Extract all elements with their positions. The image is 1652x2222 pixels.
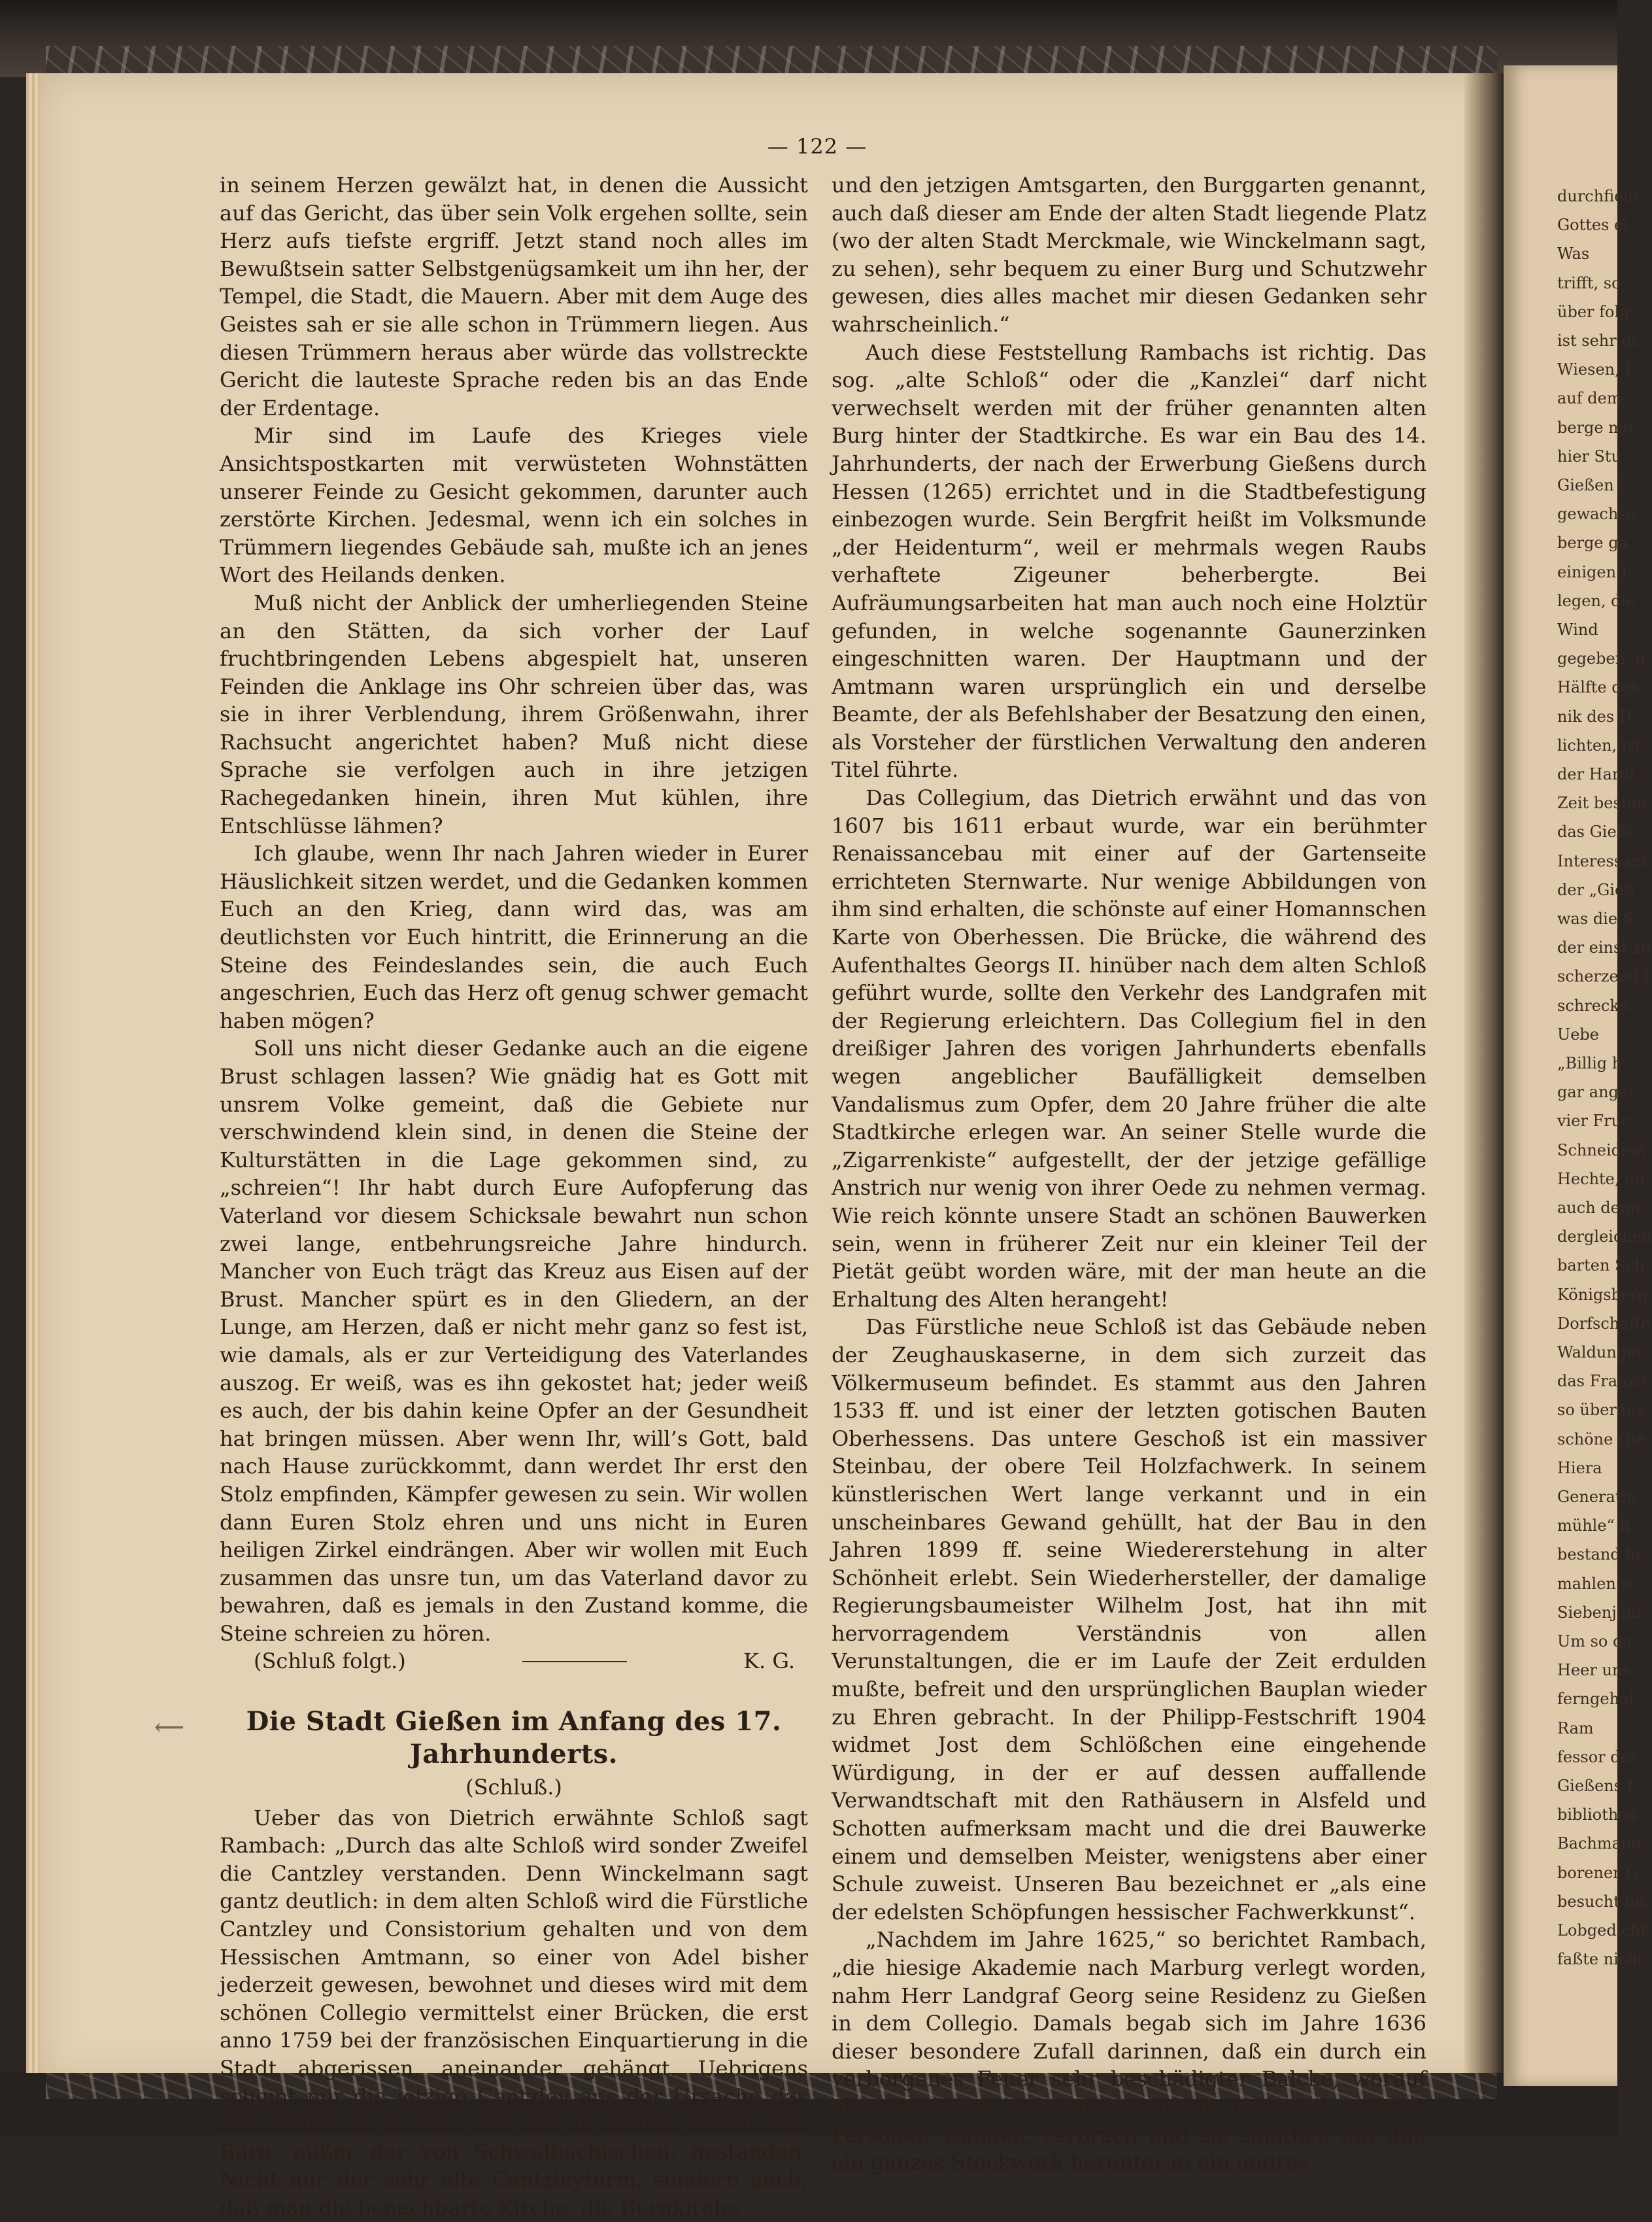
adjacent-page-text-fragment: scherzend i bbox=[1557, 967, 1649, 986]
adjacent-page-text-fragment: gegeben, n bbox=[1557, 649, 1645, 668]
paragraph: Auch diese Feststellung Rambachs ist richtig. Das sog. „alte Schloß“ oder die „Kanzlei“ darf nicht verwechselt werden mit der früher genannten alten Burg hinter der Stadtkirche. Es war ein Bau des 14. Jahrhunderts, der nach der Erwerbung Gießens durch Hessen (1265) errichtet und in die Stadtbefestigung einbezogen wurde. Sein Bergfrit heißt im Volksmunde „der Heidenturm“, weil er mehrmals wegen Raubs verhaftete Zigeuner beherbergte. Bei Aufräumungsarbeiten hat man auch noch eine Holztür gefunden, in welche sogenannte Gaunerzinken eingeschnitten waren. Der Hauptmann und der Amtmann waren ursprünglich ein und derselbe Beamte, der als Befehlshaber der Besatzung den einen, als Vorsteher der fürstlichen Verwaltung den anderen Titel führte. bbox=[832, 339, 1426, 783]
adjacent-page-text-fragment: der „Gieß bbox=[1557, 880, 1635, 899]
adjacent-page-text-fragment: borener G bbox=[1557, 1863, 1638, 1882]
adjacent-page-text-fragment: Uebe bbox=[1557, 1025, 1599, 1044]
adjacent-page-text-fragment: mahlen w bbox=[1557, 1574, 1635, 1593]
adjacent-page-text-fragment: schöne Gie bbox=[1557, 1429, 1645, 1448]
adjacent-page-text-fragment: über folg bbox=[1557, 302, 1630, 321]
paragraph: Das Fürstliche neue Schloß ist das Gebäude neben der Zeughauskaserne, in dem sich zurzeit das Völkermuseum befindet. Es stammt aus den Jahren 1533 ff. und ist einer der letzten gotischen Bauten Oberhessens. Das untere Geschoß ist ein massiver Steinbau, der obere Teil Holzfachwerk. In seinem künstlerischen Wert lange verkannt und in ein unscheinbares Gewand gehüllt, hat der Bau in den Jahren 1899 ff. seine Wiedererstehung in alter Schönheit erlebt. Sein Wiederhersteller, der damalige Regierungsbaumeister Wilhelm Jost, hat ihn mit hervorragendem Verständnis von allen Verunstaltungen, die er im Laufe der Zeit erdulden mußte, befreit und den ursprünglichen Bauplan wieder zu Ehren gebracht. In der Philipp-Festschrift 1904 widmet Jost dem Schlößchen eine eingehende Würdigung, in der er auf dessen auffallende Verwandtschaft mit den Rathäusern in Alsfeld und Schotten aufmerksam macht und die drei Bauwerke einem und demselben Meister, wenigstens aber einer Schule zuweist. Unseren Bau bezeichnet er „als eine der edelsten Schöpfungen hessischer Fachwerkkunst“. bbox=[832, 1314, 1426, 1924]
adjacent-page-text-fragment: ferngehal bbox=[1557, 1690, 1634, 1709]
article-title: Die Stadt Gießen im Anfang des 17. Jahrhunderts. bbox=[246, 1706, 782, 1770]
adjacent-page-text-fragment: nik des D bbox=[1557, 707, 1632, 726]
adjacent-page-text-fragment: Hechte, un bbox=[1557, 1169, 1645, 1188]
adjacent-page-text-fragment: berge ga bbox=[1557, 534, 1628, 553]
paragraph: Ueber das von Dietrich erwähnte Schloß sagt Rambach: „Durch das alte Schloß wird sonder Zweifel die Cantzley verstanden. Denn Winckelmann sagt gantz deutlich: in dem alten Schloß wird die Fürstliche Cantzley und Consistorium gehalten und von dem Hessischen Amtmann, so einer von Adel bisher jederzeit gewesen, bewohnet und dieses wird mit dem schönen Collegio vermittelst einer Brücken, die erst anno 1759 bei der französischen Einquartierung in die Stadt abgerissen, aneinander gehängt. Uebrigens scheint mir die jetzige Cantzley aus der Ursache das alte Schloß zu heißen, weil hier in uralten Zeiten eine Burg, außer der von Schwalbachischen, gestanden. Nicht nur der sehr alte Cantzleyturm, sondern auch, daß man die benachbarte Kirche, die Burgkirche bbox=[220, 1805, 808, 2220]
adjacent-page-text-fragment: gar anger bbox=[1557, 1083, 1636, 1102]
article-subtitle: (Schluß.) bbox=[465, 1775, 562, 1800]
adjacent-page-text-fragment: dergleichen bbox=[1557, 1227, 1652, 1246]
adjacent-page-text-fragment: Gottes ei bbox=[1557, 216, 1628, 235]
adjacent-page-text-fragment: Gießens t bbox=[1557, 1777, 1634, 1795]
article-headline bbox=[154, 1705, 808, 1771]
marbled-book-edge-top bbox=[46, 46, 1497, 77]
adjacent-page-text-fragment: legen, die bbox=[1557, 591, 1636, 610]
adjacent-page-text-fragment: so überaus bbox=[1557, 1401, 1644, 1420]
author-signature: K. G. bbox=[743, 1649, 795, 1674]
adjacent-page-text-fragment: lichten, ist bbox=[1557, 736, 1642, 755]
paragraph: Soll uns nicht dieser Gedanke auch an die eigene Brust schlagen lassen? Wie gnädig hat es Gott mit unsrem Volke gemeint, daß die Gebiete nur verschwindend klein sind, in denen die Steine der Kulturstätten in die Lage gekommen sind, zu „schreien“! Ihr habt durch Eure Aufopferung das Vaterland vor diesem Schicksale bewahrt nun schon zwei lange, entbehrungsreiche Jahre hindurch. Mancher von Euch trägt das Kreuz aus Eisen auf der Brust. Mancher spürt es in den Gliedern, an der Lunge, am Herzen, daß er nicht mehr ganz so fest ist, wie damals, als er zur Verteidigung des Vaterlandes auszog. Er weiß, was es ihn gekostet hat; jeder weiß es auch, der bis dahin keine Opfer an der Gesundheit hat bringen müssen. Aber wenn Ihr, will’s Gott, bald nach Hause zurückkommt, dann werdet Ihr erst den Stolz empfinden, Kämpfer gewesen zu sein. Wir wollen dann Euren Stolz ehren und uns nicht in Euren heiligen Zirkel eindrängen. Aber wir wollen mit Euch zusammen das unsre tun, um das Vaterland davor zu bewahren, daß es jemals in den Zustand komme, die Steine schreien zu hören. bbox=[220, 1036, 808, 1646]
adjacent-page-text-fragment: Wind bbox=[1557, 621, 1598, 639]
page-number: — 122 — bbox=[767, 134, 868, 159]
paragraph: Das Collegium, das Dietrich erwähnt und das von 1607 bis 1611 erbaut wurde, war ein berühmter Renaissancebau mit einer auf der Gartenseite errichteten Sternwarte. Nur wenige Abbildungen von ihm sind erhalten, die schönste auf einer Homannschen Karte von Oberhessen. Die Brücke, die während des Aufenthaltes Georgs II. hinüber nach dem alten Schloß geführt wurde, sollte den Verkehr des Landgrafen mit der Regierung erleichtern. Das Collegium fiel in den dreißiger Jahren des vorigen Jahrhunderts ebenfalls wegen angeblicher Baufälligkeit demselben Vandalismus zum Opfer, dem 20 Jahre früher die alte Stadtkirche erlegen war. An seiner Stelle wurde die „Zigarrenkiste“ aufgestellt, der der jetzige gefällige Anstrich nur wenig von ihrer Oede zu nehmen vermag. Wie reich könnte unsere Stadt an schönen Bauwerken sein, wenn in früherer Zeit nur ein kleiner Teil der Pietät geübt worden wäre, mit der man heute an die Erhaltung des Alten herangeht! bbox=[832, 785, 1426, 1312]
adjacent-page-text-fragment: auf dem bbox=[1557, 389, 1622, 408]
right-column bbox=[832, 171, 1426, 2177]
adjacent-page-strip bbox=[1504, 65, 1652, 2086]
article-signoff bbox=[220, 1647, 808, 1675]
divider-rule bbox=[522, 1661, 627, 1662]
adjacent-page-text-fragment: ist sehr di bbox=[1557, 332, 1637, 350]
adjacent-page-text-fragment: Generatio bbox=[1557, 1488, 1636, 1506]
adjacent-page-text-fragment: Zeit bestan bbox=[1557, 794, 1647, 813]
pencil-arrow-mark: ⟵ bbox=[154, 1715, 185, 1740]
adjacent-page-text-fragment: Siebenjähr bbox=[1557, 1603, 1644, 1622]
adjacent-page-text-fragment: bibliothek bbox=[1557, 1805, 1638, 1824]
adjacent-page-text-fragment: faßte nicht bbox=[1557, 1950, 1644, 1969]
adjacent-page-text-fragment: Dorfschafte bbox=[1557, 1314, 1651, 1333]
adjacent-page-text-fragment: mühle“ h bbox=[1557, 1516, 1630, 1535]
adjacent-page-text-fragment: schrecke. bbox=[1557, 996, 1634, 1015]
adjacent-page-text-fragment: vier Fruc bbox=[1557, 1112, 1630, 1131]
adjacent-page-text-fragment: trifft, so bbox=[1557, 273, 1621, 292]
adjacent-page-text-fragment: Königsberg bbox=[1557, 1285, 1648, 1304]
adjacent-page-text-fragment: hier Stu bbox=[1557, 447, 1621, 466]
adjacent-page-text-fragment: durchfiele bbox=[1557, 187, 1638, 205]
paragraph: Mir sind im Laufe des Krieges viele Ansichtspostkarten mit verwüsteten Wohnstätten unserer Feinde zu Gesicht gekommen, darunter auch zerstörte Kirchen. Jedesmal, wenn ich ein solches in Trümmern liegendes Gebäude sah, mußte ich an jenes Wort des Heilands denken. bbox=[220, 423, 808, 588]
adjacent-page-text-fragment: das Franzo bbox=[1557, 1372, 1645, 1391]
adjacent-page-text-fragment: der einst zu bbox=[1557, 938, 1651, 957]
adjacent-page-text-fragment: Schneidem bbox=[1557, 1140, 1645, 1159]
adjacent-page-text-fragment: Bachmann bbox=[1557, 1834, 1642, 1853]
adjacent-page-text-fragment: der Hardt bbox=[1557, 765, 1636, 783]
adjacent-page-text-fragment: besucht un bbox=[1557, 1892, 1645, 1911]
adjacent-page-text-fragment: Hälfte des bbox=[1557, 678, 1640, 697]
adjacent-page-text-fragment: das Gieße bbox=[1557, 823, 1636, 842]
continuation-note: (Schluß folgt.) bbox=[254, 1649, 406, 1674]
adjacent-page-text-fragment: Interessant bbox=[1557, 851, 1648, 870]
adjacent-page-text-fragment: Heer uns bbox=[1557, 1661, 1630, 1680]
paragraph: Ich glaube, wenn Ihr nach Jahren wieder in Eurer Häuslichkeit sitzen werdet, und die Gedanken kommen Euch an den Krieg, dann wird das, was am deutlichsten vor Euch hintritt, die Erinnerung an die Steine des Feindeslandes sein, die auch Euch angeschrien, Euch das Herz oft genug schwer gemacht haben mögen? bbox=[220, 841, 808, 1033]
adjacent-page-text-fragment: auch denn bbox=[1557, 1199, 1640, 1217]
paragraph: Muß nicht der Anblick der umherliegenden Steine an den Stätten, da sich vorher der Lauf fruchtbringenden Lebens abgespielt hat, unseren Feinden die Anklage ins Ohr schreien über das, was sie in ihrer Verblendung, ihrem Größenwahn, ihrer Rachsucht angerichtet haben? Muß nicht diese Sprache sie verfolgen auch in ihre jetzigen Rachegedanken hinein, ihren Mut kühlen, ihre Entschlüsse lähmen? bbox=[220, 590, 808, 838]
adjacent-page-text-fragment: barten Sch bbox=[1557, 1256, 1645, 1275]
adjacent-page-text-fragment: berge me bbox=[1557, 418, 1633, 437]
adjacent-page-text-fragment: Lobgedicht bbox=[1557, 1921, 1647, 1940]
adjacent-page-text-fragment: Was bbox=[1557, 245, 1590, 264]
adjacent-page-text-fragment: was die S bbox=[1557, 910, 1634, 928]
adjacent-page-text-fragment: gewachse bbox=[1557, 505, 1636, 524]
adjacent-page-text-fragment: Hiera bbox=[1557, 1458, 1602, 1477]
adjacent-page-text-fragment: Um so da bbox=[1557, 1632, 1632, 1650]
adjacent-page-text-fragment: einigen J bbox=[1557, 562, 1628, 581]
adjacent-page-text-fragment: Wiesen, I bbox=[1557, 360, 1631, 379]
left-column bbox=[154, 171, 808, 2222]
adjacent-page-text-fragment: bestand hi bbox=[1557, 1545, 1641, 1564]
adjacent-page-text-fragment: Waldunger bbox=[1557, 1343, 1644, 1361]
adjacent-page-text-fragment: „Billig h bbox=[1557, 1054, 1623, 1072]
paragraph: „Nachdem im Jahre 1625,“ so berichtet Rambach, „die hiesige Akademie nach Marburg verlegt worden, nahm Herr Landgraf Georg seine Residenz zu Gießen in dem Collegio. Damals begab sich im Jahre 1636 dieser besondere Zufall darinnen, daß ein durch ein verborgenes Feuer sehr beschädigter Balcke, worauf eben der Fürst mit seiner Gemahlin und noch andre 4 Personen stunden, zerbrach und sie sämtlich mit ihm ein ganzes Stockwerk herunter in ein andres bbox=[832, 1927, 1426, 2176]
adjacent-page-text-fragment: Ram bbox=[1557, 1718, 1594, 1737]
adjacent-page-text-fragment: Gießen i bbox=[1557, 476, 1625, 494]
adjacent-page-text-fragment: fessor der bbox=[1557, 1747, 1638, 1766]
paragraph: und den jetzigen Amtsgarten, den Burggarten genannt, auch daß dieser am Ende der alten Stadt liegende Platz (wo der alten Stadt Merckmale, wie Winckelmann sagt, zu sehen), sehr bequem zu einer Burg und Schutzwehr gewesen, dies alles machet mir diesen Gedanken sehr wahrscheinlich.“ bbox=[832, 173, 1426, 337]
book-gutter bbox=[1464, 73, 1504, 2082]
paragraph: in seinem Herzen gewälzt hat, in denen die Aussicht auf das Gericht, das über sein Volk ergehen sollte, sein Herz aufs tiefste ergriff. Jetzt stand noch alles im Bewußtsein satter Selbstgenügsamkeit um ihn her, der Tempel, die Stadt, die Mauern. Aber mit dem Auge des Geistes sah er sie alle schon in Trümmern liegen. Aus diesen Trümmern heraus aber würde das vollstreckte Gericht die lauteste Sprache reden bis an das Ende der Erdentage. bbox=[220, 173, 808, 420]
